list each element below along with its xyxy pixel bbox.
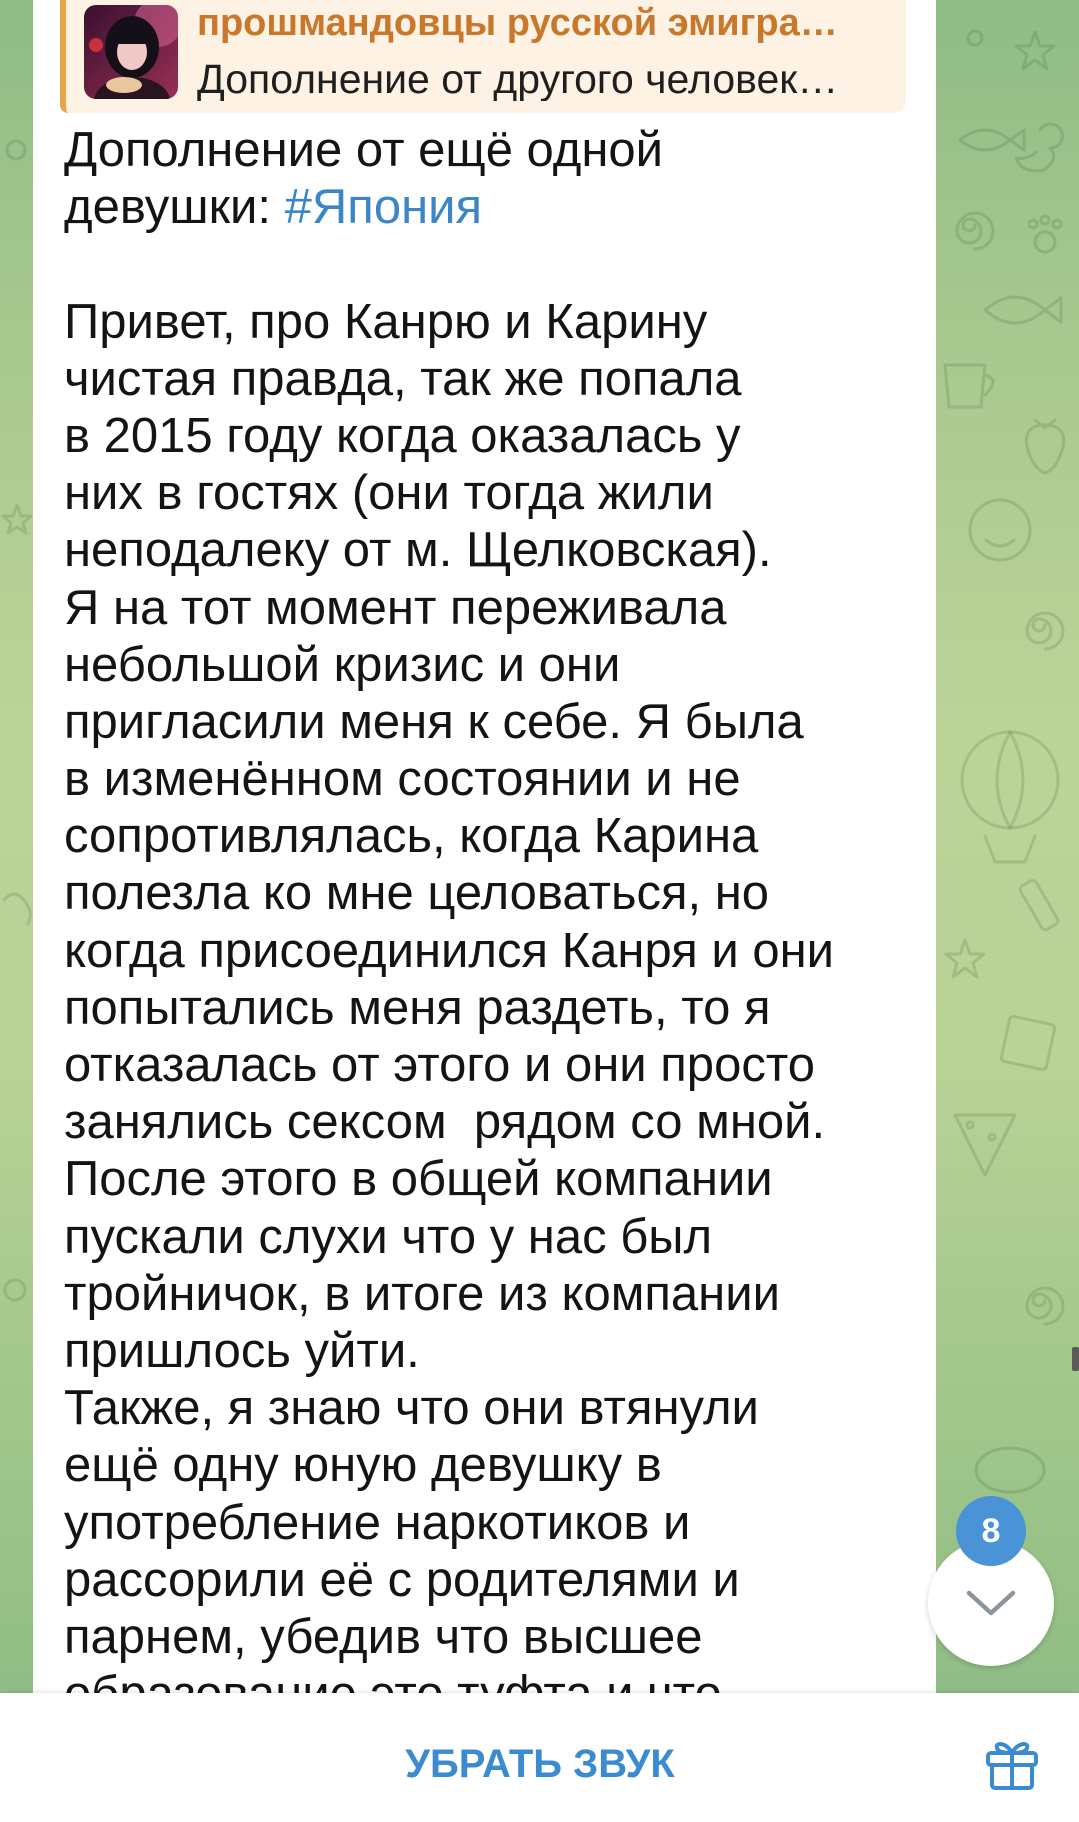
message-line: в изменённом состоянии и не [64,752,741,807]
message-line: в 2015 году когда оказалась у [64,408,741,463]
doodle-star [1016,32,1054,69]
doodle-squiggle [4,894,30,924]
message-line: ещё одну юную девушку в [64,1438,662,1493]
message-line: Также, я знаю что они втянули [64,1381,759,1436]
doodle-spiral [957,213,993,249]
message-line: чистая правда, так же попала [64,351,742,406]
message-text [64,122,924,1723]
gift-icon-bow-left [997,1744,1012,1753]
avatar-photo [84,5,178,99]
message-line: пригласили меня к себе. Я была [64,694,804,749]
doodle-star [946,940,984,977]
doodle-face-smile [986,540,1014,546]
message-line: рассорили её с родителями и [64,1552,740,1607]
message-line: пускали слухи что у нас был [64,1209,713,1264]
doodle-paw-toe [1041,216,1049,224]
doodle-paw-toe [1053,220,1061,228]
channel-bottom-bar [0,1693,1079,1822]
gift-icon-bow-right [1012,1744,1027,1753]
message-line: отказалась от этого и они просто [64,1038,815,1092]
doodle-pizza [955,1115,1015,1175]
message-line: когда присоединился Канря и они [64,923,835,978]
doodle-box [1001,1016,1056,1071]
doodle-star [3,505,31,533]
reply-channel-title: прошмандовцы русской эмигра… [197,2,838,44]
message-line: Я на тот момент переживала [64,580,727,635]
message-line: парнем, убедив что высшее [64,1609,703,1664]
hashtag-link[interactable]: #Япония [284,180,483,235]
mute-button[interactable]: УБРАТЬ ЗВУК [405,1742,675,1786]
message-line: употребление наркотиков и [64,1495,691,1550]
doodle-spiral [1027,613,1063,649]
doodle-balloon [962,732,1058,828]
message-line: После этого в общей компании [64,1152,773,1207]
gift-icon [982,1734,1042,1794]
doodle-spiral [1027,1288,1063,1324]
message-line: Привет, про Канрю и Карину [64,294,708,349]
reply-message-preview: Дополнение от другого человек… [197,57,839,101]
doodle-fish [960,130,1024,150]
chevron-down-icon [963,1585,1019,1621]
message-line: небольшой кризис и они [64,637,621,692]
gift-button[interactable] [982,1734,1042,1794]
doodle-cup [945,365,993,407]
doodle-flashlight [1019,879,1060,931]
doodle-dot [5,1280,25,1300]
doodle-lemon [976,1448,1044,1492]
message-line: Дополнение от ещё одной [64,123,664,177]
doodle-face [970,500,1030,560]
message-blank-line [64,236,924,293]
chevron-down-icon-stroke [969,1593,1013,1613]
message-bubble[interactable] [33,0,936,1822]
doodle-dot [968,31,982,45]
message-line [64,179,924,236]
message-line: пришлось уйти. [64,1323,420,1378]
avatar-flower [89,38,103,52]
message-line-text: девушки: [64,180,285,235]
doodle-balloon-stripes [985,732,1035,862]
message-line: неподалеку от м. Щелковская). [64,523,772,578]
doodle-paw-pad [1035,232,1055,252]
channel-avatar [84,5,178,99]
doodle-paw-toe [1029,220,1037,228]
fast-scroll-handle[interactable] [1072,1347,1079,1371]
message-line: сопротивлялась, когда Карина [64,809,759,864]
avatar-plate [106,77,142,93]
doodle-fish [985,297,1061,323]
message-line: полезла ко мне целоваться, но [64,866,770,921]
doodle-strawberry [1026,420,1063,473]
message-line: попытались меня раздеть, то я [64,980,771,1035]
message-line: занялись сексом рядом со мной. [64,1095,826,1150]
unread-count-badge: 8 [956,1496,1026,1566]
reply-quote[interactable] [60,0,906,113]
message-line: них в гостях (они тогда жили [64,466,714,521]
message-line: тройничок, в итоге из компании [64,1266,780,1321]
doodle-dot [7,141,25,159]
